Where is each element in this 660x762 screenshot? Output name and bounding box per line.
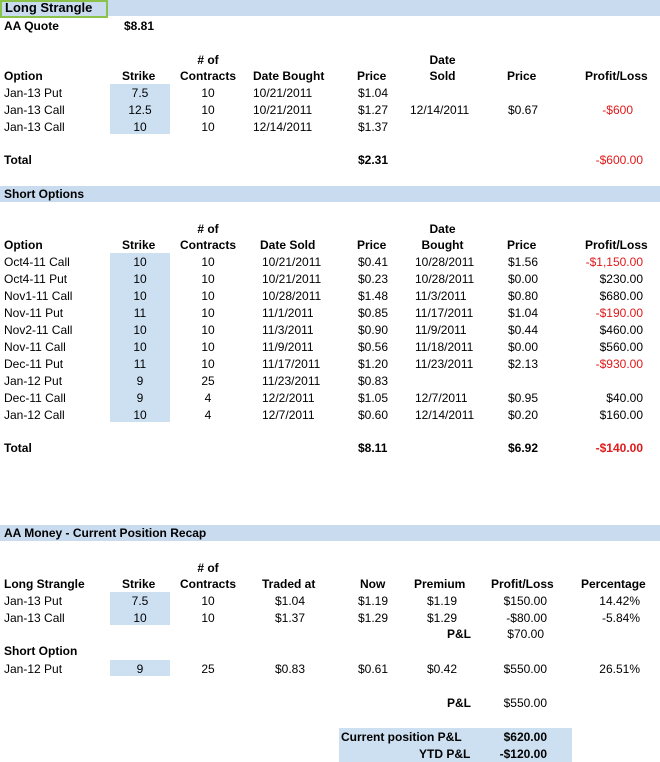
header-strike: Strike (122, 69, 156, 83)
date2-cell: 12/14/2011 (415, 408, 475, 422)
date-cell: 10/21/2011 (253, 103, 313, 117)
price-cell: $1.37 (358, 120, 389, 134)
profit-loss-cell: $150.00 (503, 594, 547, 608)
header-now: Now (360, 577, 386, 591)
date2-cell: 10/28/2011 (415, 272, 475, 286)
header-profit-loss: Profit/Loss (585, 69, 648, 83)
price-cell: $1.27 (358, 103, 389, 117)
option-cell: Nov1-11 Call (4, 289, 73, 303)
strike-cell: 10 (133, 611, 147, 625)
price2-cell: $0.95 (508, 391, 539, 405)
header-profit-loss: Profit/Loss (585, 238, 648, 252)
now-cell: $0.61 (358, 662, 389, 676)
profit-loss-cell: -$1,150.00 (585, 255, 643, 269)
price-cell: $0.90 (358, 323, 389, 337)
date-cell: 10/21/2011 (262, 272, 322, 286)
option-cell: Nov2-11 Call (4, 323, 73, 337)
long-pl-value: $70.00 (507, 627, 544, 641)
profit-loss-cell: $560.00 (599, 340, 643, 354)
strike-cell: 9 (136, 374, 144, 388)
header-strike: Strike (122, 238, 156, 252)
price-cell: $0.23 (358, 272, 389, 286)
header-price: Price (357, 69, 387, 83)
contracts-cell: 10 (201, 289, 215, 303)
date2-cell: 11/18/2011 (415, 340, 474, 354)
short-pl-label: P&L (447, 696, 471, 710)
header-strike: Strike (122, 577, 156, 591)
total-price-2: $6.92 (508, 441, 539, 455)
contracts-cell: 10 (201, 340, 215, 354)
date-cell: 11/3/2011 (262, 323, 314, 337)
header-option: Option (4, 69, 43, 83)
price2-cell: $0.00 (508, 272, 539, 286)
profit-loss-cell: $40.00 (606, 391, 643, 405)
date-cell: 11/17/2011 (262, 357, 321, 371)
date-cell: 11/1/2011 (262, 306, 314, 320)
premium-cell: $0.42 (427, 662, 458, 676)
header-contracts-line2: Contracts (179, 69, 236, 83)
short-option-label: Short Option (4, 644, 78, 658)
now-cell: $1.29 (358, 611, 389, 625)
price-cell: $0.85 (358, 306, 389, 320)
contracts-cell: 10 (201, 272, 215, 286)
profit-loss-cell: -$600 (602, 103, 633, 117)
ytd-pl-value: -$120.00 (499, 747, 547, 761)
premium-cell: $1.29 (427, 611, 458, 625)
option-cell: Jan-13 Put (4, 594, 63, 608)
date-cell: 11/9/2011 (262, 340, 314, 354)
premium-cell: $1.19 (427, 594, 458, 608)
option-cell: Dec-11 Call (4, 391, 66, 405)
traded-cell: $1.04 (275, 594, 306, 608)
total-profit-loss: -$140.00 (595, 441, 643, 455)
header-date-bought: Date Bought (253, 69, 325, 83)
percentage-cell: 26.51% (599, 662, 640, 676)
strike-cell: 10 (133, 408, 147, 422)
price2-cell: $2.13 (508, 357, 539, 371)
date-cell: 10/28/2011 (262, 289, 322, 303)
option-cell: Oct4-11 Put (4, 272, 68, 286)
profit-loss-cell: $160.00 (599, 408, 643, 422)
profit-loss-cell: $460.00 (599, 323, 643, 337)
price2-cell: $1.04 (508, 306, 539, 320)
total-label: Total (4, 441, 32, 455)
header-price-2: Price (507, 238, 537, 252)
strike-cell: 9 (136, 391, 144, 405)
date2-cell: 11/9/2011 (415, 323, 467, 337)
date2-cell: 11/3/2011 (415, 289, 467, 303)
quote-value: $8.81 (124, 19, 155, 33)
short-pl-value: $550.00 (503, 696, 547, 710)
date2-cell: 11/17/2011 (415, 306, 474, 320)
option-cell: Nov-11 Call (4, 340, 66, 354)
date2-cell: 11/23/2011 (415, 357, 474, 371)
header-contracts-line1: # of (197, 53, 219, 67)
traded-cell: $0.83 (275, 662, 306, 676)
price-cell: $1.05 (358, 391, 389, 405)
strike-cell: 10 (133, 120, 147, 134)
profit-loss-cell: $680.00 (599, 289, 643, 303)
date2-cell: 10/28/2011 (415, 255, 475, 269)
total-label: Total (4, 153, 32, 167)
price2-cell: $0.80 (508, 289, 539, 303)
strike-cell: 7.5 (131, 594, 149, 608)
header-long-strangle: Long Strangle (4, 577, 85, 591)
strike-cell: 10 (133, 340, 147, 354)
contracts-cell: 10 (201, 103, 215, 117)
price2-cell: $0.44 (508, 323, 539, 337)
contracts-cell: 25 (201, 662, 215, 676)
contracts-cell: 10 (201, 611, 215, 625)
contracts-cell: 4 (204, 391, 212, 405)
percentage-cell: 14.42% (599, 594, 640, 608)
price-cell: $0.56 (358, 340, 389, 354)
price2-cell: $0.67 (508, 103, 539, 117)
contracts-cell: 10 (201, 323, 215, 337)
price-cell: $0.83 (358, 374, 389, 388)
date-cell: 10/21/2011 (262, 255, 322, 269)
strike-cell: 9 (136, 662, 144, 676)
price-cell: $0.41 (358, 255, 389, 269)
contracts-cell: 10 (201, 255, 215, 269)
strike-cell: 11 (133, 306, 147, 320)
header-percentage: Percentage (581, 577, 646, 591)
strike-cell: 11 (133, 357, 147, 371)
option-cell: Oct4-11 Call (4, 255, 70, 269)
option-cell: Jan-12 Put (4, 662, 63, 676)
section-title-short-options: Short Options (4, 187, 84, 201)
header-date-sold: Date Sold (260, 238, 316, 252)
strike-cell: 10 (133, 289, 147, 303)
contracts-cell: 10 (201, 357, 215, 371)
profit-loss-cell: -$930.00 (595, 357, 643, 371)
price2-cell: $0.00 (508, 340, 539, 354)
contracts-cell: 10 (201, 594, 215, 608)
header-date-line1: Date (429, 53, 456, 67)
date-cell: 12/7/2011 (262, 408, 315, 422)
profit-loss-cell: $550.00 (503, 662, 547, 676)
date-cell: 12/14/2011 (253, 120, 313, 134)
price-cell: $0.60 (358, 408, 389, 422)
option-cell: Jan-13 Call (4, 120, 65, 134)
ytd-pl-label: YTD P&L (419, 747, 471, 761)
section-title-long-strangle: Long Strangle (5, 0, 93, 15)
option-cell: Jan-12 Put (4, 374, 63, 388)
header-date-line1: Date (429, 222, 456, 236)
total-profit-loss: -$600.00 (595, 153, 643, 167)
profit-loss-cell: $230.00 (599, 272, 643, 286)
long-pl-label: P&L (447, 627, 471, 641)
contracts-cell: 25 (201, 374, 215, 388)
contracts-cell: 10 (201, 120, 215, 134)
header-date-line2: Bought (421, 238, 464, 252)
option-cell: Nov-11 Put (4, 306, 64, 320)
header-traded-at: Traded at (262, 577, 316, 591)
total-price: $8.11 (358, 441, 388, 455)
profit-loss-cell: -$190.00 (595, 306, 643, 320)
current-position-pl-label: Current position P&L (341, 730, 462, 744)
header-profit-loss: Profit/Loss (491, 577, 554, 591)
strike-cell: 7.5 (131, 86, 149, 100)
price-cell: $1.48 (358, 289, 389, 303)
contracts-cell: 10 (201, 306, 215, 320)
contracts-cell: 10 (201, 86, 215, 100)
date-cell: 11/23/2011 (262, 374, 321, 388)
header-contracts-line1: # of (197, 222, 219, 236)
header-date-line2: Sold (429, 69, 456, 83)
price2-cell: $0.20 (508, 408, 539, 422)
strike-cell: 10 (133, 255, 147, 269)
date-cell: 10/21/2011 (253, 86, 313, 100)
option-cell: Jan-13 Call (4, 611, 65, 625)
now-cell: $1.19 (358, 594, 389, 608)
strike-cell: 10 (133, 323, 147, 337)
header-premium: Premium (414, 577, 466, 591)
header-contracts-line2: Contracts (179, 238, 236, 252)
contracts-cell: 4 (204, 408, 212, 422)
header-price-2: Price (507, 69, 537, 83)
profit-loss-cell: -$80.00 (506, 611, 547, 625)
date2-cell: 12/7/2011 (415, 391, 468, 405)
strike-cell: 10 (133, 272, 147, 286)
quote-label: AA Quote (4, 19, 59, 33)
percentage-cell: -5.84% (601, 611, 640, 625)
date-cell: 12/2/2011 (262, 391, 315, 405)
price2-cell: $1.56 (508, 255, 539, 269)
header-contracts-line1: # of (197, 561, 219, 575)
section-band-short-options (0, 186, 660, 202)
option-cell: Jan-12 Call (4, 408, 65, 422)
header-price: Price (357, 238, 387, 252)
date2-cell: 12/14/2011 (410, 103, 470, 117)
price-cell: $1.04 (358, 86, 389, 100)
strike-cell: 12.5 (128, 103, 152, 117)
price-cell: $1.20 (358, 357, 389, 371)
header-option: Option (4, 238, 43, 252)
header-contracts-line2: Contracts (179, 577, 236, 591)
traded-cell: $1.37 (275, 611, 306, 625)
current-position-pl-value: $620.00 (503, 730, 547, 744)
total-price: $2.31 (358, 153, 389, 167)
option-cell: Jan-13 Call (4, 103, 65, 117)
option-cell: Dec-11 Put (4, 357, 64, 371)
section-title-recap: AA Money - Current Position Recap (4, 526, 207, 540)
option-cell: Jan-13 Put (4, 86, 63, 100)
